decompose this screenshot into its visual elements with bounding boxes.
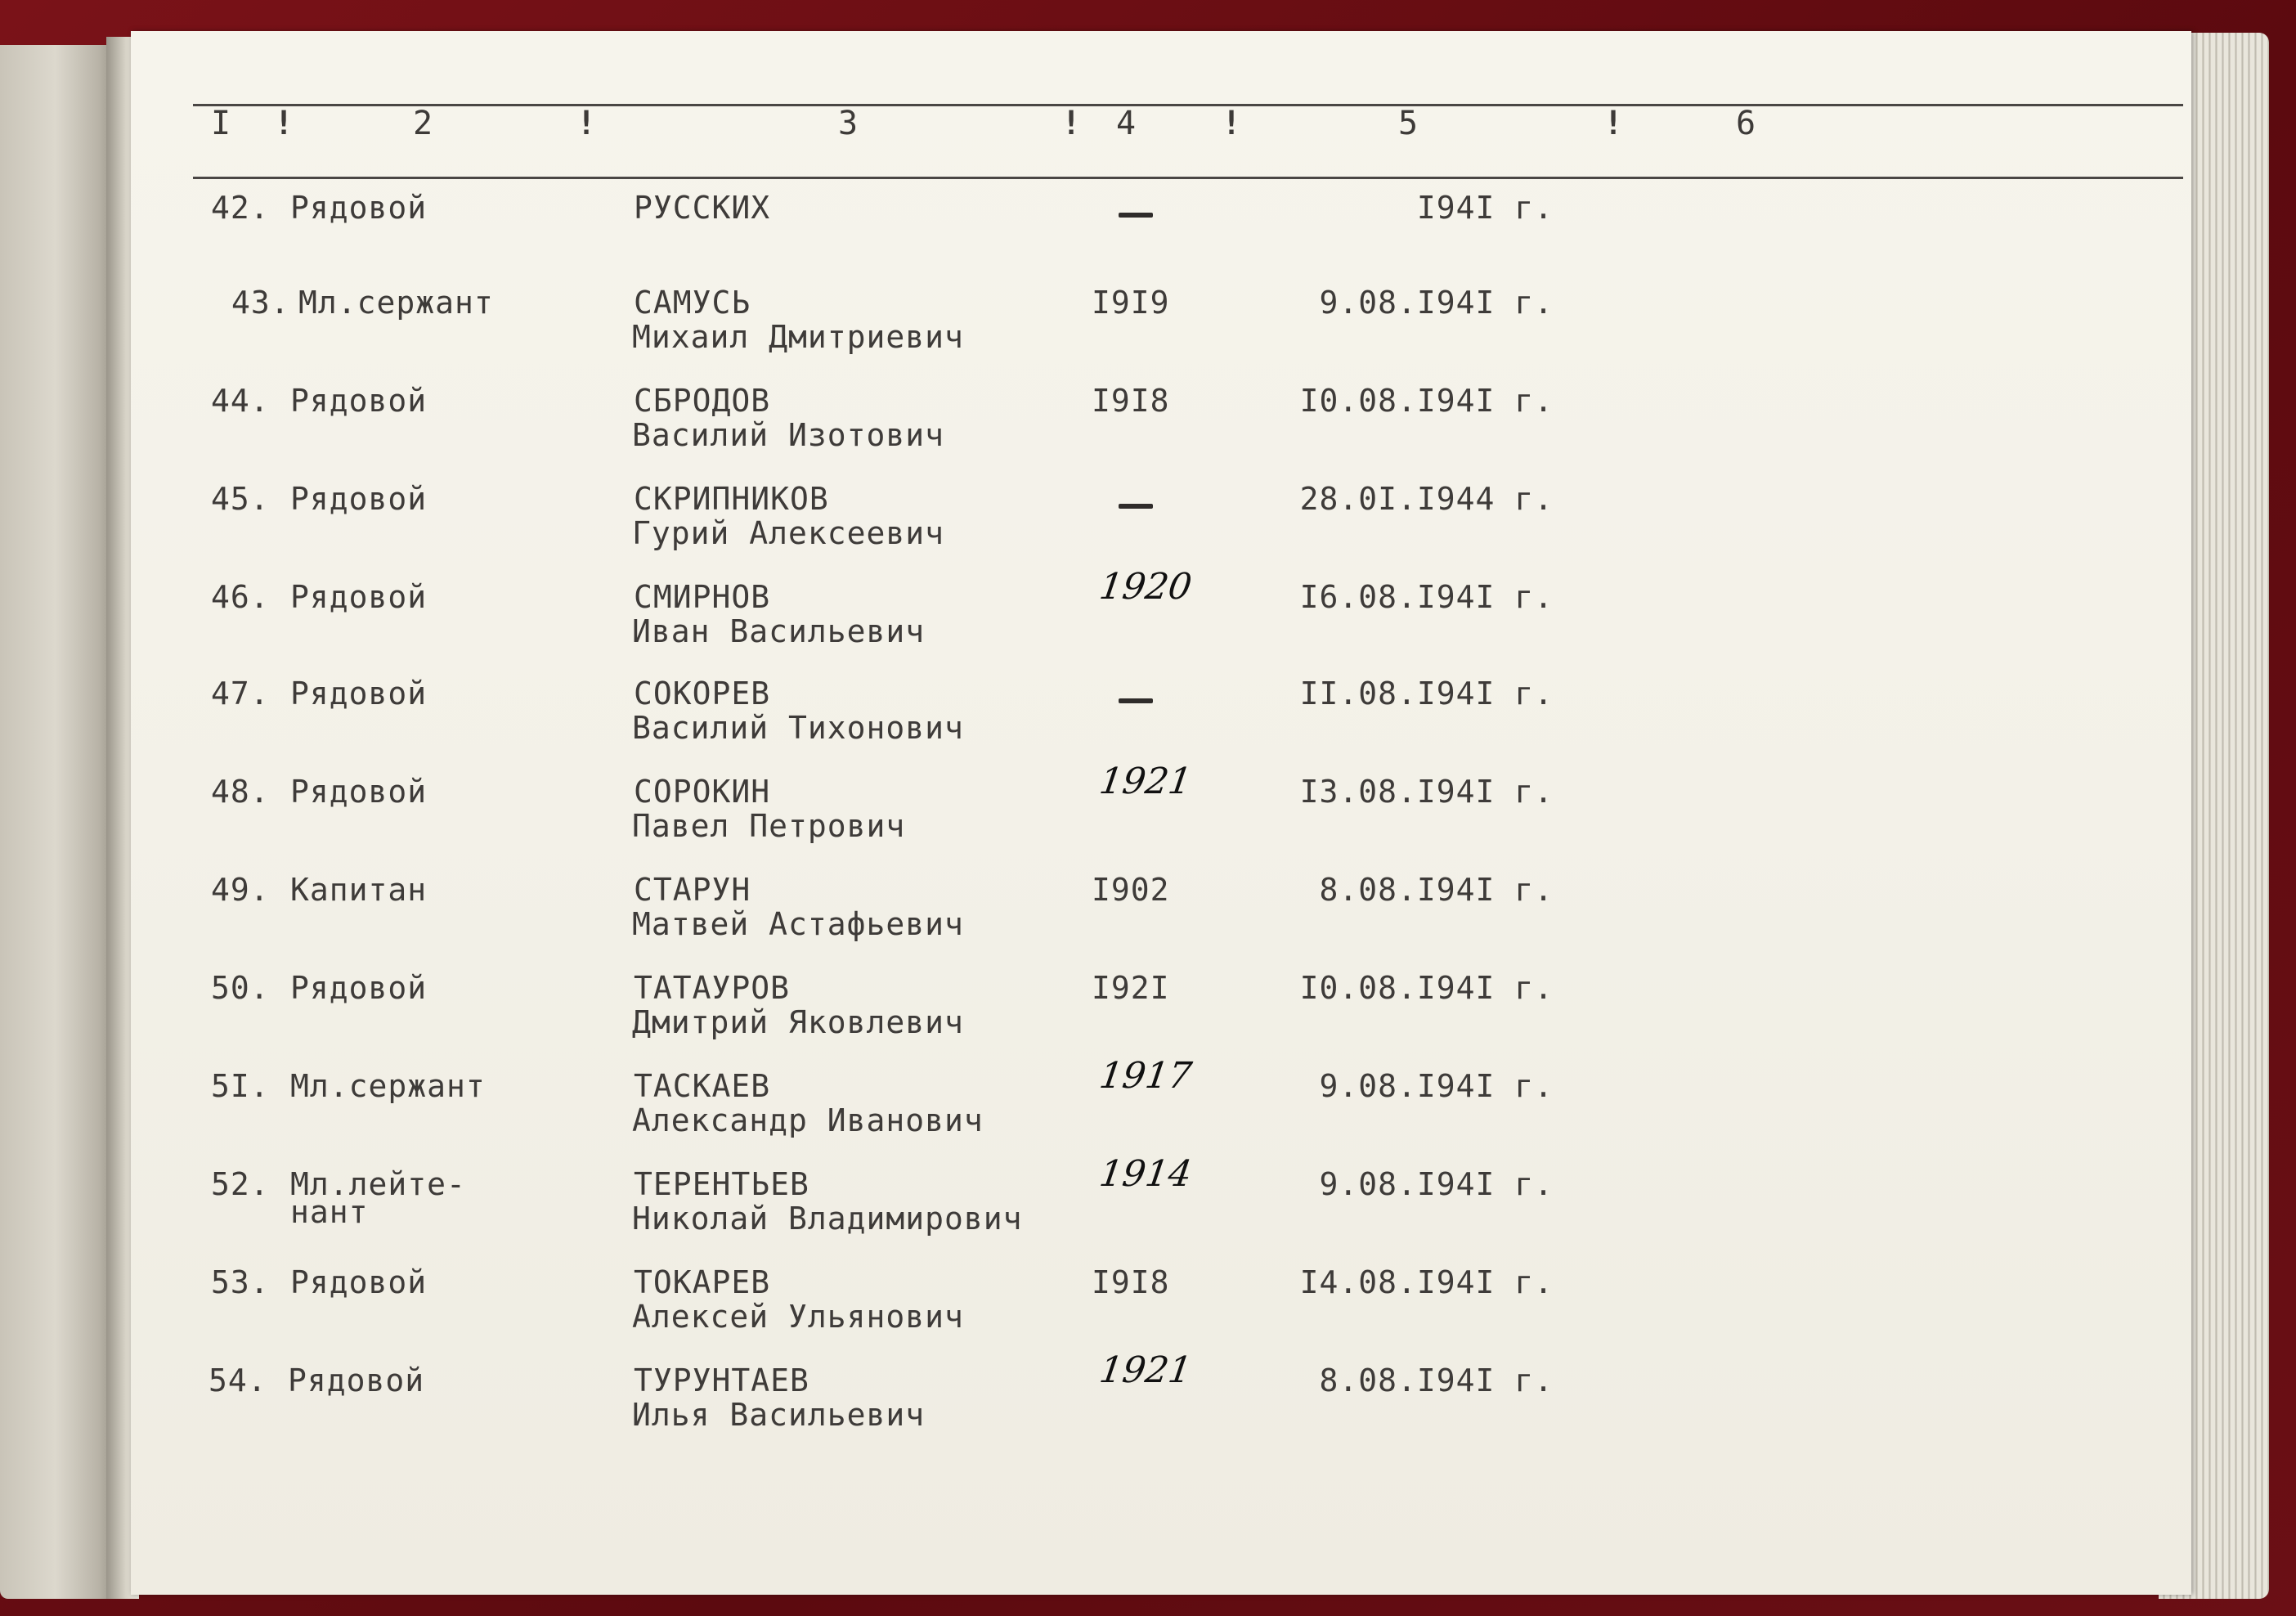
header-separator: !	[1061, 105, 1083, 142]
birth-year-handwritten: 1920	[1096, 566, 1195, 608]
surname: СОРОКИН	[634, 774, 771, 810]
row-number: 47.	[211, 676, 270, 711]
surname: СКРИПНИКОВ	[634, 481, 829, 517]
given-name: Дмитрий Яковлевич	[632, 1004, 964, 1040]
header-col-4: 4	[1116, 105, 1138, 142]
birth-year-handwritten: 1921	[1096, 761, 1195, 802]
row-number: 46.	[211, 579, 270, 615]
surname: ТУРУНТАЕВ	[634, 1362, 809, 1398]
surname: ТАСКАЕВ	[634, 1068, 771, 1104]
row-number: 54.	[209, 1362, 267, 1398]
rank: Рядовой	[290, 579, 428, 615]
surname: СМИРНОВ	[634, 579, 771, 615]
header-separator: !	[1603, 105, 1626, 142]
header-col-5: 5	[1398, 105, 1420, 142]
row-number: 43.	[231, 285, 290, 321]
death-date: 8.08.I94I г.	[1319, 872, 1554, 908]
death-date: 9.08.I94I г.	[1319, 1166, 1554, 1202]
birth-year-dash	[1119, 213, 1153, 218]
given-name: Александр Иванович	[632, 1102, 984, 1138]
birth-year: I902	[1092, 872, 1170, 908]
header-bottom-rule	[193, 177, 2183, 179]
rank: Рядовой	[290, 383, 428, 419]
birth-year-handwritten: 1914	[1096, 1153, 1195, 1195]
row-number: 48.	[211, 774, 270, 810]
row-number: 53.	[211, 1264, 270, 1300]
surname: СОКОРЕВ	[634, 676, 771, 711]
rank: Рядовой	[290, 970, 428, 1006]
rank-continued: нант	[290, 1194, 369, 1230]
row-number: 50.	[211, 970, 270, 1006]
row-number: 5I.	[211, 1068, 270, 1104]
given-name: Василий Тихонович	[632, 710, 964, 746]
surname: СБРОДОВ	[634, 383, 771, 419]
birth-year-dash	[1119, 698, 1153, 703]
death-date: I0.08.I94I г.	[1299, 383, 1554, 419]
given-name: Алексей Ульянович	[632, 1299, 964, 1335]
rank: Рядовой	[290, 190, 428, 226]
given-name: Михаил Дмитриевич	[632, 319, 964, 355]
rank: Мл.сержант	[298, 285, 494, 321]
death-date: 28.0I.I944 г.	[1299, 481, 1554, 517]
header-col-2: 2	[413, 105, 435, 142]
left-page-edge	[0, 45, 123, 1599]
death-date: I6.08.I94I г.	[1299, 579, 1554, 615]
header-separator: !	[576, 105, 599, 142]
row-number: 42.	[211, 190, 270, 226]
birth-year: I9I8	[1092, 1264, 1170, 1300]
birth-year: I92I	[1092, 970, 1170, 1006]
given-name: Николай Владимирович	[632, 1201, 1023, 1237]
surname: СТАРУН	[634, 872, 751, 908]
header-col-6: 6	[1736, 105, 1758, 142]
given-name: Илья Васильевич	[632, 1397, 926, 1433]
rank: Рядовой	[288, 1362, 425, 1398]
header-separator: !	[1222, 105, 1244, 142]
rank: Капитан	[290, 872, 428, 908]
rank: Мл.лейте-	[290, 1166, 466, 1202]
death-date: I3.08.I94I г.	[1299, 774, 1554, 810]
birth-year: I9I8	[1092, 383, 1170, 419]
surname: ТОКАРЕВ	[634, 1264, 771, 1300]
header-separator: !	[274, 105, 296, 142]
rank: Рядовой	[290, 1264, 428, 1300]
birth-year-handwritten: 1917	[1096, 1055, 1195, 1097]
row-number: 44.	[211, 383, 270, 419]
birth-year-handwritten: 1921	[1096, 1349, 1195, 1391]
surname: САМУСЬ	[634, 285, 751, 321]
rank: Рядовой	[290, 774, 428, 810]
rank: Мл.сержант	[290, 1068, 486, 1104]
rank: Рядовой	[290, 481, 428, 517]
given-name: Матвей Астафьевич	[632, 906, 964, 942]
row-number: 52.	[211, 1166, 270, 1202]
given-name: Иван Васильевич	[632, 613, 926, 649]
death-date: I94I г.	[1416, 190, 1554, 226]
birth-year-dash	[1119, 504, 1153, 509]
given-name: Павел Петрович	[632, 808, 906, 844]
surname: ТАТАУРОВ	[634, 970, 791, 1006]
death-date: 9.08.I94I г.	[1319, 285, 1554, 321]
given-name: Гурий Алексеевич	[632, 515, 945, 551]
given-name: Василий Изотович	[632, 417, 945, 453]
surname: РУССКИХ	[634, 190, 771, 226]
row-number: 45.	[211, 481, 270, 517]
header-col-1: I	[211, 105, 233, 142]
rank: Рядовой	[290, 676, 428, 711]
death-date: I0.08.I94I г.	[1299, 970, 1554, 1006]
header-col-3: 3	[838, 105, 860, 142]
death-date: 9.08.I94I г.	[1319, 1068, 1554, 1104]
death-date: 8.08.I94I г.	[1319, 1362, 1554, 1398]
birth-year: I9I9	[1092, 285, 1170, 321]
surname: ТЕРЕНТЬЕВ	[634, 1166, 809, 1202]
death-date: I4.08.I94I г.	[1299, 1264, 1554, 1300]
death-date: II.08.I94I г.	[1299, 676, 1554, 711]
row-number: 49.	[211, 872, 270, 908]
header-top-rule	[193, 104, 2183, 106]
